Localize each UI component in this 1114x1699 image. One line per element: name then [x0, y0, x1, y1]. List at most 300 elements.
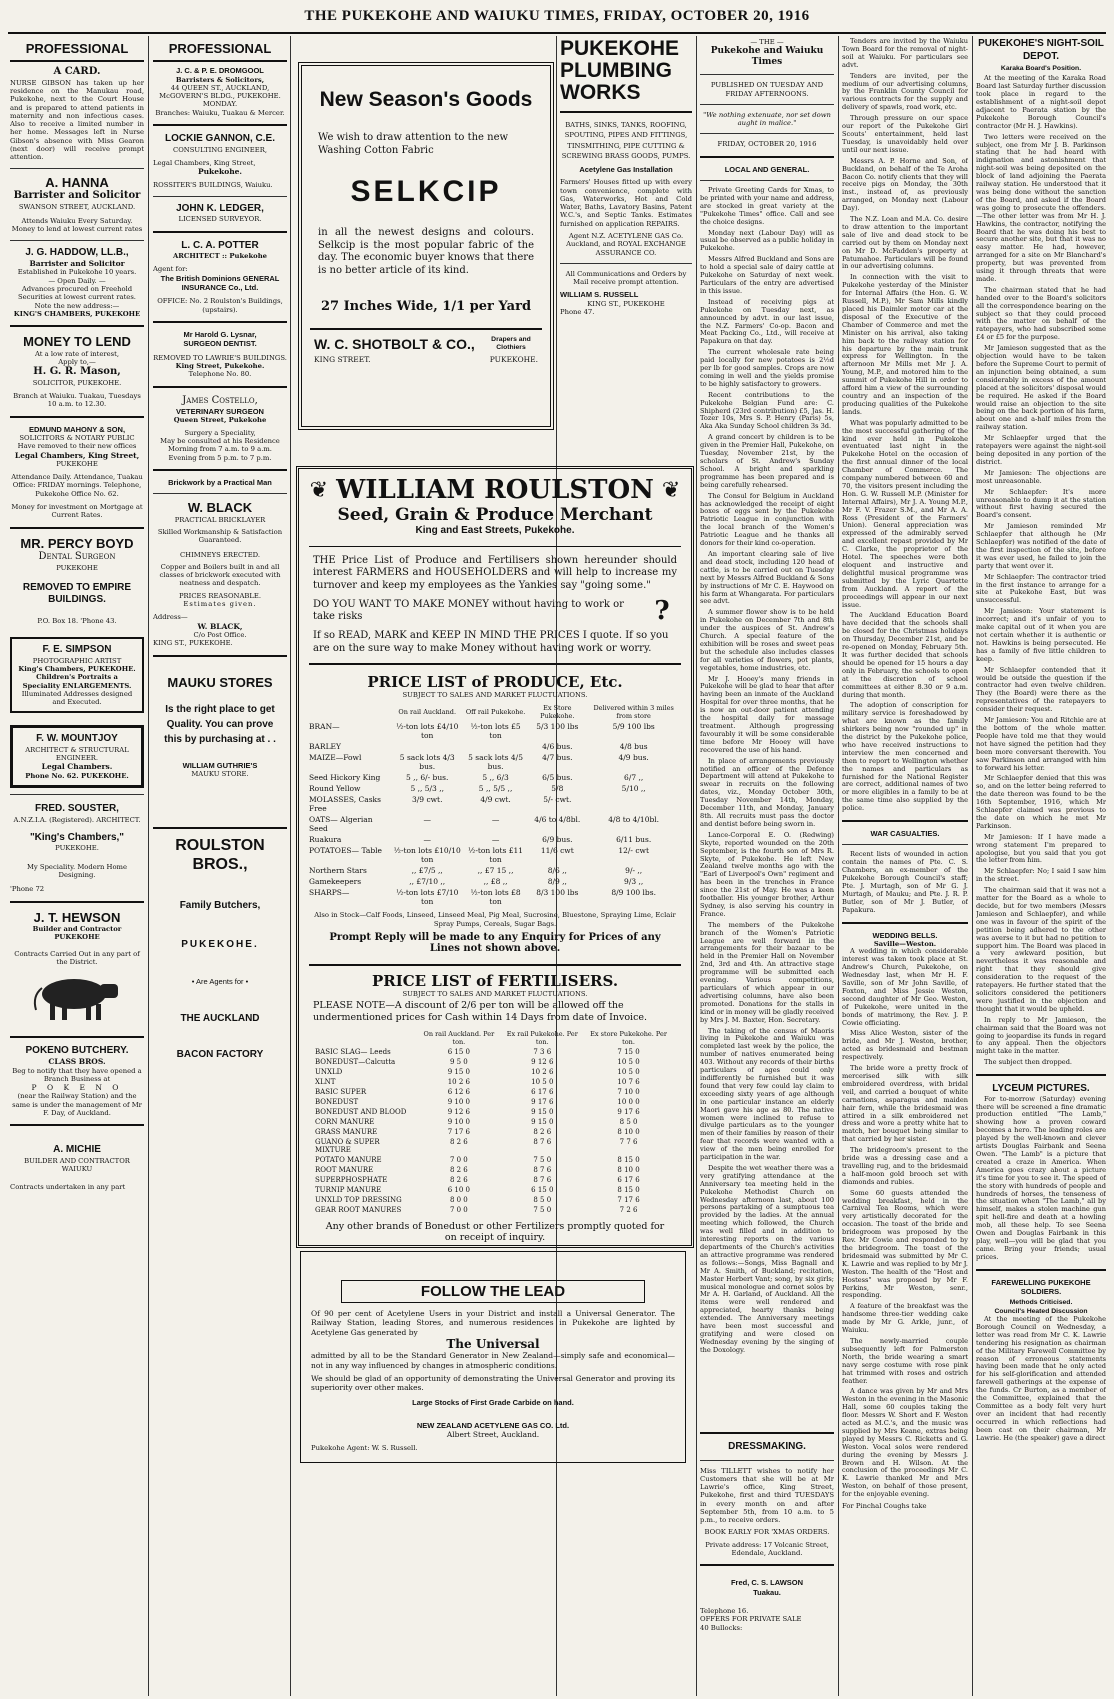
roulston-question-row	[299, 592, 691, 630]
depot-paragraph: The chairman said that it was not a matter for the Board as a whole to decide, but for two members (Messrs Jamieson and Schlaepfer), and while one was in favour of the spirit of the petition being adhered to the other was averse to it but had no petition to support him. The Board was placed in a very awkward position, but nevertheless it was reasonable and right that they should give consideration to the request of the ratepayers. He further stated that the solicitors considered the petitioners were justified in the objection and thought that it would be upheld.	[976, 886, 1106, 1013]
boyd-town: PUKEKOHE	[56, 563, 98, 572]
mason-title: SOLICITOR, PUKEKOHE.	[32, 378, 122, 387]
table-cell: 5/10 ,,	[621, 784, 646, 794]
divider	[310, 328, 542, 330]
table-row	[313, 1175, 673, 1185]
simpson-ad	[10, 637, 144, 713]
boyd-box: P.O. Box 18. 'Phone 43.	[37, 616, 117, 625]
table-cell: 8 10 0	[617, 1127, 640, 1136]
roulston-ad	[296, 466, 694, 1248]
table-cell: ½-ton lots £10/10 ton	[393, 846, 461, 865]
plumbing-services: BATHS, SINKS, TANKS, ROOFING, SPOUTING, PIPES AND FITTINGS, TINSMITHING, PIPE CUTTING & SCREWING BRASS GOODS, PUMPS.	[561, 121, 691, 160]
table-cell: 10 5 0	[617, 1057, 640, 1066]
depot-paragraph: Mr Jamieson: If I have made a wrong statement I'm prepared to apologise, but you said that you got the letter from him.	[976, 832, 1106, 865]
follow-lead-text: Of 90 per cent of Acetylene Users in your District and install a Universal Generator. The Railway Station, leading Stores, and numerous residences in Pukekohe are lighted by Acetylene Gas generated by	[311, 1309, 675, 1337]
table-cell: 5/- cwt.	[543, 795, 572, 805]
bacon-factory: BACON FACTORY	[176, 1049, 264, 1060]
dressmaking-text: Miss TILLETT wishes to notify her Customers that she will be at Mr Lawrie's office, King Street, Pukekohe, first and third TUESDAYS in every month on and after September 5th, from 10 a.m. to 5 p.m., to receive orders.	[700, 1466, 834, 1525]
table-row	[307, 845, 681, 865]
table-row	[313, 1067, 673, 1077]
hanna-title: Barrister and Solicitor	[13, 190, 141, 202]
column-rule	[972, 36, 973, 1696]
souster-title: A.N.Z.I.A. (Registered). ARCHITECT.	[13, 815, 141, 824]
shotbolt-address-row	[302, 353, 550, 366]
table-cell: BARLEY	[309, 742, 341, 752]
table-cell: 9 10 0	[447, 1097, 470, 1106]
news-paragraph: The Auckland Education Board have decided that the schools shall be closed for the Christmas holidays on Thursday, December 21st, and be re-opened on Monday, February 5th. It was further decided that schools should be opened for 15 hours a day only in February, the schools to open at the discretion of school committees at either 8.30 or 9 a.m. during that month.	[842, 611, 968, 699]
pokeno-text: Beg to notify that they have opened a Branch Business at	[12, 1066, 142, 1083]
war-casualties-text: Recent lists of wounded in action contain the names of Pte. C. S. Chambers, an ex-member of the Pukekohe Borough Council's staff; Pte. J. Murtagh, son of Mr G. J. Murtagh, of Mauku; and Pte. J. R. P. Butler, son of Mr J. Butler, of Papakura.	[842, 850, 968, 914]
dressmaking-area	[700, 1425, 834, 1695]
table-cell: 5 sack lots 4/5 bus.	[468, 753, 523, 772]
divider	[700, 1432, 834, 1434]
bull-illustration-icon	[10, 966, 144, 1026]
black-address-label: Address—	[153, 613, 188, 622]
table-cell: 4/9 cwt.	[480, 795, 511, 805]
dromgool-title: Barristers & Solicitors,	[175, 75, 265, 84]
paper-motto: "We nothing extenuate, nor set down aught in malice."	[703, 110, 831, 128]
table-cell: 7 17 6	[617, 1195, 640, 1204]
souster-town: PUKEKOHE.	[55, 844, 99, 853]
plumbing-orders: All Communications and Orders by Mail receive prompt attention.	[565, 269, 687, 287]
table-row	[313, 1117, 673, 1127]
pokeno-place: P O K E N O	[31, 1083, 123, 1093]
russell-address: KING ST., PUKEKOHE	[587, 299, 665, 308]
divider	[10, 1036, 144, 1038]
table-cell: 8 7 6	[533, 1175, 552, 1184]
table-cell: BASIC SLAG— Leeds	[315, 1047, 391, 1056]
boyd-removed: REMOVED TO EMPIRE BUILDINGS.	[22, 581, 132, 606]
table-cell: 8 2 6	[533, 1127, 552, 1136]
table-cell: 5/9 100 lbs	[612, 722, 655, 732]
costello-consult: May be consulted at his Residence	[160, 436, 280, 445]
news-paragraph: Monday next (Labour Day) will as usual be observed as a public holiday in Pukekohe.	[700, 228, 834, 253]
table-cell: 10 2 6	[531, 1067, 554, 1076]
news-paragraph: What was popularly admitted to be the most successful gathering of the kind ever held in Pukekohe eventuated last night in the Pukekohe Hotel on the occasion of the first annual dinner of the local Chamber of Commerce. The company numbered between 60 and 70, the visitors present including the Hon. G. W. Russell M.P. (Minister for Internal Affairs), Mr J. A. Young M.P., Mr F. V. Frazer S.M., and Mr A. A. Ross (President of the Farmers' Union). General appreciation was expressed of the admirably served and excellent repast provided by Mr C. Clarke, the proprietor of the Hotel. The speeches were both eloquent and instructive and delightful musical programme was submitted by the Lyric Quartette from Auckland. A report of the proceedings will appear in our next issue.	[842, 418, 968, 609]
guthrie-name: WILLIAM GUTHRIE'S	[182, 761, 258, 771]
family-butchers: Family Butchers,	[179, 900, 261, 912]
table-row	[313, 1165, 673, 1175]
mountjoy-title: ARCHITECT & STRUCTURAL ENGINEER.	[25, 745, 129, 763]
selkcip-width: 27 Inches Wide, 1/1 per Yard	[320, 299, 532, 314]
news-paragraph: Messrs Alfred Buckland and Sons are to hold a special sale of dairy cattle at Pukekohe on Saturday of next week. Particulars of the entry are advertised in this issue.	[700, 255, 834, 295]
follow-lead-text2: admitted by all to be the Standard Generator in New Zealand—simply safe and economical—not in any way influenced by changes in atmospheric conditions.	[311, 1351, 675, 1370]
black-po: C/o Post Office.	[193, 630, 247, 639]
pokeno-name: CLASS BROS.	[48, 1057, 106, 1067]
hanna-note: Attends Waiuku Every Saturday. Money to lend at lowest current rates	[11, 216, 143, 234]
table-header-cell: On rail Auckland.	[398, 708, 457, 717]
pukekohe-label: PUKEKOHE.	[181, 938, 259, 950]
dressmaking-address: Private address: 17 Volcanic Street, Edendale, Auckland.	[705, 1540, 829, 1558]
table-cell: 3/9 cwt.	[411, 795, 443, 805]
shotbolt-town: PUKEKOHE.	[489, 354, 538, 364]
depot-paragraph: Mr Schlaepfer: The contractor tried in the first instance to arrange for a site at Pukekohe East, but was unsuccessful.	[976, 572, 1106, 605]
table-cell: 10 7 6	[617, 1077, 640, 1086]
table-cell: ½-ton lots £4/10 ton	[396, 722, 459, 741]
table-row	[307, 887, 681, 907]
dressmaking-title: DRESSMAKING.	[728, 1441, 806, 1452]
table-cell: 10 5 0	[531, 1077, 554, 1086]
divider	[842, 844, 968, 845]
news-paragraph: A summer flower show is to be held in Pukekohe on December 7th and 8th under the auspices of St. Andrew's Church. A special feature of the exhibition will be roses and sweet peas but the schedule also includes classes for all varieties of flowers, pot plants, vegetables, home industries, etc.	[700, 608, 834, 672]
column-rule	[838, 36, 839, 1696]
table-cell: Seed Hickory King	[309, 773, 381, 783]
table-row	[307, 876, 681, 887]
table-cell: TURNIP MANURE	[315, 1185, 382, 1194]
table-cell: 7 2 6	[619, 1205, 638, 1214]
table-cell: 10 5 0	[617, 1067, 640, 1076]
paper-the: — THE —	[750, 38, 784, 46]
haddow-name: J. G. HADDOW, LL.B.,	[25, 246, 129, 258]
table-row	[307, 752, 681, 772]
selkcip-heading: New Season's Goods	[319, 88, 533, 111]
table-cell: 6 10 0	[447, 1185, 470, 1194]
shotbolt-row	[302, 336, 550, 353]
wedding-paragraph: A dance was given by Mr and Mrs Weston in the evening in the Masonic Hall, some 60 couples taking the floor. Messrs W. Short and F. Weston acted as M.C.'s, and the music was supplied by Mrs Keane, extras being played by Messrs C. Ricketts and G. Weston. Vocal solos were rendered during the evening by Messrs J. Brown and H. Wilson. At the conclusion of the proceedings Mr C. K. Lawrie thanked Mr and Mrs Weston, on behalf of those present, for the enjoyable evening.	[842, 1387, 968, 1499]
table-cell: ½-ton lots £11 ton	[468, 846, 524, 865]
table-cell: 8 15 0	[617, 1155, 640, 1164]
wedding-subtitle: Saville—Weston.	[873, 940, 937, 949]
divider	[976, 1269, 1106, 1271]
souster-name: FRED. SOUSTER,	[35, 803, 119, 815]
mountjoy-phone: Phone No. 62. PUKEKOHE.	[25, 771, 129, 780]
news-paragraph: The adoption of conscription for military service is foreshadowed by what are known as the family shirkers being now "rounded up" in the district by the Pukekohe police, who have received instructions to interview the men concerned and then to report to Wellington whether the names and particulars as furnished for the National Register are correct, additional names of two or more eligibles in a family to be at the same time also supplied by the police.	[842, 701, 968, 813]
agents-for: • Are Agents for •	[191, 977, 249, 987]
question-mark-icon: ?	[654, 596, 670, 626]
table-cell: 9/3 ,,	[624, 877, 644, 887]
table-header-cell	[313, 1029, 417, 1047]
table-cell: 8/6 ,,	[547, 866, 567, 876]
produce-table	[307, 703, 681, 907]
plumbing-title: PUKEKOHE PLUMBING WORKS	[560, 38, 680, 105]
divider	[560, 111, 692, 113]
follow-lead-company: NEW ZEALAND ACETYLENE GAS CO. Ltd.	[416, 1421, 570, 1430]
divider	[10, 240, 144, 241]
lysnar-phone: Telephone No. 80.	[188, 370, 252, 379]
table-cell: 9/- ,,	[625, 866, 643, 876]
roulston-intro: THE Price List of Produce and Fertilisers shown hereunder should interest FARMERS and HOUSEHOLDERS and will help to increase my turnover and keep my employees as the Yankies say "going some."	[313, 554, 677, 591]
table-cell: 8/3 100 lbs	[536, 888, 579, 898]
table-cell: ,, £7/5 ,,	[411, 866, 443, 876]
hewson-title: Builder and Contractor PUKEKOHE	[32, 925, 122, 942]
news-paragraph: Tenders are invited, per the medium of our advertising columns, by the Franklin County Council for various contracts for the supply and delivery of spawls, road work, etc.	[842, 71, 968, 112]
table-cell: Ruakura	[309, 835, 342, 845]
hewson-note: Contracts Carried Out in any part of the District.	[14, 949, 140, 966]
insurance-name: The British Dominions GENERAL INSURANCE Co., Ltd.	[160, 273, 280, 292]
wedding-paragraph: The bridegroom's present to the bride was a dressing case and a travelling rug, and to the bridesmaid a half-moon gold brooch set with diamonds and rubies.	[842, 1146, 968, 1186]
news-paragraph: A grand concert by children is to be given in the Premier Hall, Pukekohe, on Tuesday, November 21st, by the scholars of St. Andrew's Sunday School. A bright and sparkling programme has been prepared and is being carefully rehearsed.	[700, 433, 834, 489]
lysnar-address: King Street, Pukekohe.	[175, 361, 265, 370]
table-cell: 7 5 0	[533, 1155, 552, 1164]
divider	[10, 794, 144, 795]
table-cell: 6/5 bus.	[542, 773, 573, 783]
table-cell: 8 2 6	[449, 1175, 468, 1184]
table-cell	[392, 741, 463, 752]
potter-title: ARCHITECT :: Pukekohe	[173, 252, 267, 261]
table-row	[307, 783, 681, 794]
table-cell: 8 5 0	[533, 1195, 552, 1204]
table-cell: 8 0 0	[449, 1195, 468, 1204]
news-paragraph: The taking of the census of Maoris living in Pukekohe and Waiuku was completed last week by the police, the number of natives enumerated being 403. Without any records of their births particulars of ages could only indifferently be furnished but it was found that very few could lay claim to exceeding sixty years of age although in one particular instance an elderly Maori gave his age as 80. The native women were inclined to refuse to divulge particulars as to the younger men of their families by reason of their fear that records were wanted with a view of the men being enrolled for participation in the war.	[700, 1026, 834, 1162]
costello-title: VETERINARY SURGEON	[176, 407, 264, 416]
pinchal-ad: For Pinchal Coughs take	[842, 1502, 927, 1511]
table-cell: 5 ,, 5/5 ,,	[478, 784, 513, 794]
table-cell: Gamekeepers	[309, 877, 362, 887]
column-rule	[290, 36, 291, 1696]
table-cell: 7 10 0	[617, 1087, 640, 1096]
table-cell: 5 ,, 5/3 ,,	[410, 784, 444, 794]
table-cell: 5/8	[551, 784, 564, 794]
table-cell: 9 15 0	[531, 1117, 554, 1126]
table-cell: GUANO & SUPER MIXTURE	[315, 1137, 380, 1154]
table-cell: POTATO MANURE	[315, 1155, 382, 1164]
michie-note: Contracts undertaken in any part	[10, 1183, 126, 1192]
table-cell: BONEDUST—Calcutta	[315, 1057, 396, 1066]
depot-paragraph: Mr Schlaepfer urged that the ratepayers were against the night-soil being deposited in any portion of the district.	[976, 434, 1106, 466]
table-cell: 6 17 6	[531, 1087, 554, 1096]
farewell-title: FAREWELLING PUKEKOHE SOLDIERS.	[991, 1277, 1091, 1297]
dromgool-local: McGOVERN'S BLDG., PUKEKOHE. MONDAY.	[159, 92, 281, 109]
table-row	[307, 865, 681, 876]
table-cell: —	[491, 815, 500, 825]
table-cell: 7 15 0	[617, 1047, 640, 1056]
table-cell: 7 7 6	[619, 1137, 638, 1146]
table-row	[313, 1077, 673, 1087]
haddow-address: KING'S CHAMBERS, PUKEKOHE	[13, 309, 141, 318]
lockie-name: LOCKIE GANNON, C.E.	[164, 133, 275, 145]
money-apply: Apply to,—	[58, 357, 96, 366]
divider	[700, 133, 834, 134]
follow-lead-text3: We should be glad of an opportunity of demonstrating the Universal Generator and proving its superiority over other makes.	[311, 1373, 675, 1393]
agent-for: Agent for:	[153, 265, 188, 274]
depot-title: PUKEKOHE'S NIGHT-SOIL DEPOT.	[978, 38, 1104, 62]
wedding-paragraph: The newly-married couple subsequently left for Palmerston North, the bride wearing a smart navy serge costume with rose pink hat trimmed with roses and ostrich feather.	[842, 1336, 968, 1385]
lawson-offers: OFFERS FOR PRIVATE SALE	[700, 1615, 802, 1624]
depot-paragraph: Mr Jamieson reminded Mr Schlaepfer that although he (Mr Schlaepfer) was notified of the date of the first inspection of the site, before it was ever used, he failed to join the party that went over it.	[976, 522, 1106, 570]
farewell-methods: Methods Criticised.	[1009, 1299, 1073, 1307]
column-news-2	[842, 38, 968, 1693]
dromgool-name: J. C. & P. E. DROMGOOL	[176, 66, 264, 76]
table-row	[313, 1097, 673, 1107]
table-cell	[586, 794, 681, 814]
news-paragraph: The N.Z. Loan and M.A. Co. desire to draw attention to the important sale of live and dead stock to be carried out by them on Monday next on Mr D. McFadden's property at Patumahoe. Particulars will be found in our advertising columns.	[842, 215, 968, 271]
divider	[153, 196, 287, 197]
divider	[153, 321, 287, 323]
lawson-town: Tuakau.	[753, 1587, 781, 1597]
depot-paragraph: In reply to Mr Jamieson, the chairman said that the Board was not going to jeopardise its funds in regard to any appeal. Then the objectors might take in the matter.	[976, 1015, 1106, 1056]
column-news-3	[976, 38, 1106, 1693]
column-professional-1	[10, 38, 144, 1693]
table-cell: ,, £7 15 ,,	[477, 866, 514, 876]
table-cell: OATS— Algerian Seed	[309, 815, 373, 834]
table-header-cell: On rail Auckland. Per ton.	[423, 1029, 495, 1046]
haddow-title: Barrister and Solicitor	[29, 259, 125, 268]
table-row	[313, 1107, 673, 1117]
fertiliser-subtitle: SUBJECT TO SALES AND MARKET FLUCTUATIONS.	[402, 989, 588, 998]
michie-title: BUILDER AND CONTRACTOR WAIUKU	[24, 1156, 130, 1174]
depot-paragraph: Two letters were received on the subject, one from Mr J. B. Parkinson stating that he had heard with indignation and astonishment that night-soil was being deposited on the block of land adjoining the Paerata railway station. He understood that it was being done without the sanction of the Board, and asked if the Board was going to prosecute the offenders.—The other letter was from Mr H. J. Hawkins, the contractor, notifying the Board that he was doing his best to secure another site, but that it was no easy matter. He had, however, arranged for a site on Mr Blanchard's property, but was prevented from using it through threats that were made.	[976, 132, 1106, 283]
table-cell: SHARPS—	[309, 888, 350, 898]
plumbing-agent: Agent N.Z. ACETYLENE GAS Co. Auckland, and ROYAL EXCHANGE ASSURANCE CO.	[566, 231, 686, 257]
lysnar-title: SURGEON DENTIST.	[183, 339, 257, 349]
table-cell: BASIC SUPER	[315, 1087, 367, 1096]
produce-subtitle: SUBJECT TO SALES AND MARKET FLUCTUATIONS.	[402, 691, 588, 699]
simpson-line2: Illuminated Addresses designed and Executed.	[21, 689, 133, 707]
table-cell: 6 17 6	[617, 1175, 640, 1184]
table-cell: POTATOES— Table	[309, 846, 382, 856]
divider	[700, 1460, 834, 1461]
depot-paragraph: Mr Schlaepfer: No; I said I saw him in the street.	[976, 867, 1106, 884]
lyceum-text: For to-morrow (Saturday) evening there will be screened a fine dramatic production entitled "The Lamb," showing how a proven coward becomes a hero. The leading roles are played by the well-known and clever artists Douglas Fairbank and Seena Owen. "The Lamb" is a picture that created a craze in America. When America goes crazy about a picture it's time for you to see it. The speed of the story with hundreds of people and hundreds of horses, the tenseness of the situation when "The Lamb," all by himself, makes a stolen machine gun spit hell-fire and death at a howling mob, all these help. To see Seena Owen and Douglas Fairbank in this play, well—you will be glad that you came. Bring your friends; usual prices.	[976, 1094, 1106, 1261]
table-header-cell: Off rail Pukekohe.	[465, 708, 526, 717]
selkcip-intro: We wish to draw attention to the new Washing Cotton Fabric	[318, 132, 509, 156]
lyceum-article	[976, 1096, 1106, 1262]
ornament-right-icon: ❦	[661, 477, 681, 503]
table-cell: SUPERPHOSPHATE	[315, 1175, 388, 1184]
table-cell: XLNT	[315, 1077, 336, 1086]
lawson-name: Fred, C. S. LAWSON	[730, 1578, 804, 1588]
table-row	[307, 814, 681, 834]
wedding-paragraph: Miss Alice Weston, sister of the bride, and Mr J. Weston, brother, acted as bridesmaid and bestman respectively.	[842, 1029, 968, 1062]
fertiliser-table	[313, 1029, 673, 1215]
table-cell: 6/7 ,,	[624, 773, 644, 783]
card-text: NURSE GIBSON has taken up her residence on the Manukau road, Pukekohe, next to the Court House and is prepared to attend patients in maternity and non infectious cases. Also to receive a limited number in her home. Messages left in Nurse Gibson's absence with Miss Gearon (next door) will receive prompt attention.	[10, 78, 144, 162]
table-cell: —	[491, 835, 500, 845]
divider	[153, 655, 287, 657]
divider	[700, 156, 834, 158]
lyceum-title: LYCEUM PICTURES.	[992, 1083, 1090, 1095]
fertiliser-table-body	[313, 1047, 673, 1215]
ledger-title: LICENSED SURVEYOR.	[178, 215, 262, 224]
black-estimates: Estimates given.	[183, 600, 257, 608]
table-cell: UNXLD	[315, 1067, 343, 1076]
divider	[842, 820, 968, 822]
table-cell: 6 15 0	[531, 1185, 554, 1194]
depot-paragraph: At the meeting of the Karaka Road Board last Saturday further discussion took place in regard to the establishment of a night-soil depot adjacent to Paerata station by the Pukekohe Borough Council's contractor (Mr H. J. Hawkins).	[976, 74, 1106, 130]
mason-branch: Branch at Waiuku. Tuakau, Tuesdays 10 a.m. to 12.30.	[13, 392, 141, 409]
divider	[153, 124, 287, 126]
simpson-name: F. E. SIMPSON	[42, 644, 112, 656]
news-paragraph: Mr J. Hooey's many friends in Pukekohe will be glad to hear that after having been an inmate of the Auckland Hospital for over three months, that he is now an out-door patient attending the hospital daily for massage treatment. Although progressing favourably it will be some considerable time before Mr Hooey will have recovered the use of his hand.	[700, 674, 834, 754]
roulston-subtitle: Seed, Grain & Produce Merchant	[337, 505, 653, 525]
table-cell: 8 10 0	[617, 1165, 640, 1174]
ornament-left-icon: ❦	[309, 477, 329, 503]
produce-title: PRICE LIST of PRODUCE, Etc.	[367, 673, 623, 691]
lockie-address: Legal Chambers, King Street,	[153, 158, 256, 167]
dressmaking-book: BOOK EARLY FOR 'XMAS ORDERS.	[704, 1528, 830, 1537]
table-cell: 8 7 6	[533, 1165, 552, 1174]
lockie-rossiter: ROSSITER'S BUILDINGS, Waiuku.	[153, 181, 273, 190]
follow-lead-stock: Large Stocks of First Grade Carbide on hand.	[412, 1397, 574, 1407]
lawson-phone: Telephone 16.	[700, 1607, 749, 1616]
table-row	[313, 1047, 673, 1057]
table-row	[313, 1127, 673, 1137]
auckland-label: THE AUCKLAND	[180, 1012, 260, 1024]
mountjoy-ad	[10, 725, 144, 788]
table-cell: 7 0 0	[449, 1155, 468, 1164]
table-cell: 6/11 bus.	[616, 835, 652, 845]
divider	[976, 1074, 1106, 1076]
table-cell	[463, 741, 528, 752]
divider	[700, 104, 834, 105]
table-cell: 5 ,, 6/3	[482, 773, 509, 783]
table-cell: 8 15 0	[617, 1185, 640, 1194]
produce-table-body	[307, 721, 681, 907]
souster-address: "King's Chambers,"	[29, 831, 125, 843]
fertiliser-table-header	[313, 1029, 673, 1047]
war-casualties-title: WAR CASUALTIES.	[870, 829, 940, 839]
roulston-if-read: If so READ, MARK and KEEP IN MIND THE PRICES I quote. If so you are on the sure way to make Money without having work or worry.	[313, 630, 669, 654]
table-cell: 9 17 6	[531, 1097, 554, 1106]
column-professional-2	[153, 38, 287, 1693]
table-cell: 4/6 to 4/8bl.	[534, 815, 581, 825]
divider	[153, 827, 287, 829]
depot-paragraph: Mr Schlaepfer: It's more unreasonable to dump it at the station without first having secured the Board's consent.	[976, 487, 1106, 520]
table-row	[313, 1185, 673, 1195]
table-row	[307, 834, 681, 845]
divider	[700, 180, 834, 181]
mauku-title: MAUKU STORES	[167, 674, 273, 690]
divider	[700, 74, 834, 75]
table-cell: MOLASSES, Casks Free	[309, 795, 381, 814]
local-general-title: LOCAL AND GENERAL.	[724, 164, 810, 174]
news-paragraph: In place of arrangements previously notified an officer of the Defence Department will attend at Pukekohe to swear in recruits on the following dates, viz., Monday October 30th, Tuesday November 14th, Monday, December 11th, and Monday, January 8th. All recruits must pass the doctor and dentist before being sworn in.	[700, 756, 834, 828]
table-cell: 4/6 bus.	[542, 742, 573, 752]
farewell-article	[976, 1316, 1106, 1443]
table-cell: Round Yellow	[309, 784, 361, 794]
depot-paragraph: Mr Schlaepfer denied that this was so, and on the letter being referred to the date thereon was found to be the 16th September, 1916, which Mr Schlaepfer claimed was previous to the date on which he met Mr Parkinson.	[976, 774, 1106, 830]
table-cell: 4/9 bus.	[618, 753, 649, 763]
fertiliser-title: PRICE LIST of FERTILISERS.	[371, 971, 619, 990]
lawson-item: 40 Bullocks:	[700, 1623, 743, 1632]
farewell-council: Council's Heated Discussion	[994, 1307, 1088, 1315]
follow-lead-address: Albert Street, Auckland.	[446, 1430, 540, 1440]
table-row	[313, 1205, 673, 1215]
news-paragraph: In connection with the visit to Pukekohe yesterday of the Minister for Internal Affairs (the Hon. G. W. Russell, M.P.), Mr Sam Mills kindly placed his Daimler motor car at the disposal of the Executive of the Chamber of Commerce and met the Minister on his arrival, also taking him back to the railway station for his departure by the main trunk express for Wellington. In the afternoon Mr Mills met Mr J. A. Young, M.P., and motored him to the summit of Pukekohe Hill in order to afford him a view of the surrounding country and an inspection of the producing qualities of the Pukekohe lands.	[842, 273, 968, 416]
selkcip-description: in all the newest designs and colours. Selkcip is the most popular fabric of the day. The economic buyer knows that there is no better article of its kind.	[318, 227, 534, 276]
depot-subtitle: Karaka Board's Position.	[1000, 65, 1082, 72]
depot-articles	[976, 75, 1106, 1067]
table-cell: 9 12 6	[447, 1107, 470, 1116]
divider	[309, 546, 681, 547]
paper-name: Pukekohe and Waiuku Times	[710, 46, 824, 68]
mahony-attendance: Attendance Daily. Attendance, Tuakau Office: FRIDAY mornings. Telephone, Pukekohe Office No. 62.	[11, 473, 143, 498]
shotbolt-street: KING STREET.	[314, 354, 371, 364]
table-row	[313, 1155, 673, 1165]
table-cell: 8 5 0	[619, 1117, 638, 1126]
divider	[309, 663, 681, 665]
fertiliser-footer: Any other brands of Bonedust or other Fertilizers promptly quoted for on receipt of inquiry.	[325, 1220, 665, 1244]
costello-speciality: Surgery a Speciality,	[184, 428, 256, 437]
table-cell: 11/6 cwt	[540, 846, 574, 856]
mahony-town: PUKEKOHE	[56, 459, 98, 468]
plumbing-text: Farmers' Houses fitted up with every town convenience, complete with Gas, Waterworks, Hot and Cold Water, Baths, Lavatory Basins, Patent W.C.'s, and Septic Tanks. Estimates furnished on application REPAIRS.	[560, 178, 692, 228]
fertiliser-note: PLEASE NOTE—A discount of 2/6 per ton will be allowed off the undermentioned prices for Cash within 14 Days from date of Invoice.	[313, 1000, 648, 1023]
guthrie-store: MAUKU STORE.	[191, 770, 249, 779]
news-paragraph: The Consul for Belgium in Auckland has acknowledged the receipt of eight boxes of eggs sent by the Pukekohe Patriotic League in conjunction with the local branch of the Women's Patriotic League and he thanks all donors for their kind co-operation.	[700, 491, 834, 548]
table-cell: 4/8 to 4/10bl.	[608, 815, 660, 825]
table-cell: 8 2 6	[449, 1137, 468, 1146]
roulston-title-row	[299, 475, 691, 505]
table-row	[313, 1195, 673, 1205]
column-rule	[696, 36, 697, 1696]
mahony-name: EDMUND MAHONY & SON,	[28, 424, 126, 434]
depot-paragraph: The subject then dropped.	[984, 1058, 1073, 1067]
follow-lead-universal: The Universal	[446, 1337, 540, 1352]
money-rate: At a low rate of interest,	[34, 349, 120, 358]
table-cell: 8/9 100 lbs.	[611, 888, 656, 898]
table-cell: ,, £8 ,,	[483, 877, 508, 887]
